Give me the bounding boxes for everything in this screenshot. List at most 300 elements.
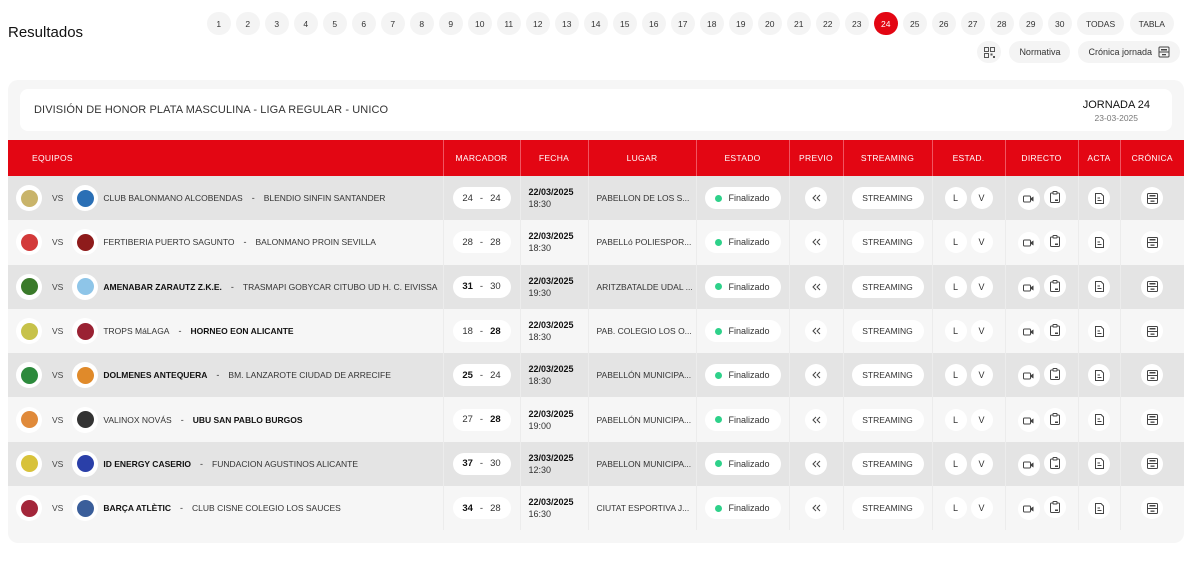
date-cell — [520, 442, 588, 486]
home-team-name[interactable]: TROPS MáLAGA — [103, 326, 170, 337]
match-date: 23/03/2025 — [528, 452, 574, 463]
table-row[interactable] — [8, 309, 1184, 353]
clipboard-log-icon[interactable] — [1044, 275, 1066, 297]
stats-cell — [932, 309, 1005, 353]
stats-cell — [932, 486, 1005, 530]
cronica-cell — [1120, 176, 1184, 220]
stats-cell — [932, 353, 1005, 397]
clipboard-log-icon[interactable] — [1044, 363, 1066, 385]
date-cell — [520, 397, 588, 441]
directo-cell — [1005, 265, 1078, 309]
column-header: ESTADO — [696, 140, 789, 176]
stats-local-button[interactable]: L — [945, 364, 967, 386]
status-label: Finalizado — [728, 503, 770, 514]
previo-cell — [789, 309, 843, 353]
stats-visitor-button[interactable]: V — [971, 453, 993, 475]
stats-cell — [932, 442, 1005, 486]
venue-cell: ARITZBATALDE UDAL ... — [588, 265, 696, 309]
column-header: LUGAR — [588, 140, 696, 176]
acta-cell — [1078, 353, 1120, 397]
score-pill: 18 - 28 — [453, 320, 511, 342]
streaming-button[interactable]: STREAMING — [852, 231, 924, 253]
chronicle-icon[interactable] — [1141, 453, 1163, 475]
jornada-button-26[interactable]: 26 — [932, 12, 956, 35]
jornada-date: 23-03-2025 — [1094, 113, 1138, 123]
cronica-cell — [1120, 442, 1184, 486]
status-label: Finalizado — [728, 193, 770, 204]
venue-cell: PABELLON DE LOS S... — [588, 176, 696, 220]
team-separator: - — [251, 193, 255, 204]
column-header: EQUIPOS — [8, 140, 443, 176]
status-badge — [705, 231, 781, 253]
teams-cell — [8, 442, 443, 486]
status-badge — [705, 409, 781, 431]
table-row[interactable] — [8, 442, 1184, 486]
cronica-cell — [1120, 486, 1184, 530]
venue-cell: PAB. COLEGIO LOS O... — [588, 309, 696, 353]
streaming-button[interactable]: STREAMING — [852, 497, 924, 519]
away-team-name[interactable]: FUNDACION AGUSTINOS ALICANTE — [212, 458, 358, 469]
score-cell — [443, 265, 520, 309]
todas-button[interactable]: TODAS — [1077, 12, 1124, 35]
document-icon[interactable] — [1088, 364, 1110, 386]
match-time: 18:30 — [528, 243, 552, 254]
video-camera-icon[interactable] — [1018, 277, 1040, 299]
home-team-name[interactable]: CLUB BALONMANO ALCOBENDAS — [103, 193, 243, 204]
jornada-button-20[interactable]: 20 — [758, 12, 782, 35]
away-score: 30 — [490, 458, 501, 470]
previo-cell — [789, 220, 843, 264]
status-label: Finalizado — [728, 237, 770, 248]
vs-label: VS — [52, 458, 64, 469]
streaming-cell — [843, 220, 932, 264]
jornada-button-28[interactable]: 28 — [990, 12, 1014, 35]
home-team-logo — [16, 229, 42, 255]
away-team-name[interactable]: TRASMAPI GOBYCAR CITUBO UD H. C. EIVISSA — [242, 281, 438, 292]
directo-cell — [1005, 220, 1078, 264]
table-header-row — [8, 140, 1184, 176]
team-separator: - — [180, 503, 184, 514]
stats-cell — [932, 265, 1005, 309]
table-row[interactable] — [8, 176, 1184, 220]
status-label: Finalizado — [728, 326, 770, 337]
streaming-button[interactable]: STREAMING — [852, 453, 924, 475]
streaming-cell — [843, 176, 932, 220]
home-team-name[interactable]: BARÇA ATLÈTIC — [103, 503, 172, 514]
previo-icon[interactable] — [805, 231, 827, 253]
stats-local-button[interactable]: L — [945, 497, 967, 519]
jornada-button-5[interactable]: 5 — [323, 12, 347, 35]
away-score: 24 — [490, 192, 501, 204]
jornada-button-3[interactable]: 3 — [265, 12, 289, 35]
jornada-button-10[interactable]: 10 — [468, 12, 492, 35]
jornada-selector — [207, 12, 1174, 35]
teams-cell — [8, 353, 443, 397]
status-dot-icon — [715, 372, 722, 379]
status-badge — [705, 497, 781, 519]
column-header: PREVIO — [789, 140, 843, 176]
stats-visitor-button[interactable]: V — [971, 320, 993, 342]
home-score: 25 — [462, 369, 473, 381]
jornada-button-15[interactable]: 15 — [613, 12, 637, 35]
jornada-button-7[interactable]: 7 — [381, 12, 405, 35]
vs-label: VS — [52, 370, 64, 381]
date-cell — [520, 265, 588, 309]
normativa-label: Normativa — [1019, 47, 1061, 57]
stats-local-button[interactable]: L — [945, 276, 967, 298]
away-score: 28 — [490, 325, 501, 337]
stats-local-button[interactable]: L — [945, 187, 967, 209]
home-team-logo — [16, 407, 42, 433]
directo-cell — [1005, 397, 1078, 441]
previo-icon[interactable] — [805, 409, 827, 431]
video-camera-icon[interactable] — [1018, 321, 1040, 343]
chronicle-icon[interactable] — [1141, 497, 1163, 519]
chronicle-icon[interactable] — [1141, 187, 1163, 209]
teams-cell — [8, 486, 443, 530]
directo-cell — [1005, 309, 1078, 353]
match-date: 22/03/2025 — [528, 497, 574, 508]
jornada-button-25[interactable]: 25 — [903, 12, 927, 35]
team-separator: - — [180, 414, 184, 425]
vs-label: VS — [52, 193, 64, 204]
document-icon[interactable] — [1088, 320, 1110, 342]
cronica-cell — [1120, 397, 1184, 441]
home-team-logo — [16, 451, 42, 477]
match-date: 22/03/2025 — [528, 231, 574, 242]
away-team-name[interactable]: BLENDIO SINFIN SANTANDER — [263, 193, 386, 204]
acta-cell — [1078, 486, 1120, 530]
status-dot-icon — [715, 195, 722, 202]
jornada-button-6[interactable]: 6 — [352, 12, 376, 35]
status-cell — [696, 176, 789, 220]
stats-local-button[interactable]: L — [945, 231, 967, 253]
jornada-button-2[interactable]: 2 — [236, 12, 260, 35]
away-team-logo — [72, 229, 98, 255]
status-cell — [696, 442, 789, 486]
acta-cell — [1078, 220, 1120, 264]
home-score: 37 — [462, 458, 473, 470]
vs-label: VS — [52, 503, 64, 514]
clipboard-log-icon[interactable] — [1044, 230, 1066, 252]
document-icon[interactable] — [1088, 409, 1110, 431]
streaming-button[interactable]: STREAMING — [852, 364, 924, 386]
home-team-logo — [16, 185, 42, 211]
status-cell — [696, 486, 789, 530]
streaming-cell — [843, 442, 932, 486]
clipboard-log-icon[interactable] — [1044, 319, 1066, 341]
document-icon[interactable] — [1088, 276, 1110, 298]
teams-cell — [8, 220, 443, 264]
teams-cell — [8, 176, 443, 220]
streaming-cell — [843, 265, 932, 309]
away-score: 28 — [490, 236, 501, 248]
home-score: 28 — [462, 236, 473, 248]
jornada-button-17[interactable]: 17 — [671, 12, 695, 35]
score-cell — [443, 486, 520, 530]
team-separator: - — [230, 281, 234, 292]
document-icon[interactable] — [1088, 187, 1110, 209]
toolbar — [977, 41, 1180, 63]
score-pill: 28 - 28 — [453, 231, 511, 253]
jornada-button-27[interactable]: 27 — [961, 12, 985, 35]
home-team-logo — [16, 318, 42, 344]
chronicle-icon[interactable] — [1141, 276, 1163, 298]
chronicle-icon[interactable] — [1141, 231, 1163, 253]
video-camera-icon[interactable] — [1018, 188, 1040, 210]
stats-cell — [932, 220, 1005, 264]
clipboard-log-icon[interactable] — [1044, 496, 1066, 518]
jornada-button-21[interactable]: 21 — [787, 12, 811, 35]
previo-cell — [789, 176, 843, 220]
directo-cell — [1005, 176, 1078, 220]
score-cell — [443, 309, 520, 353]
document-icon[interactable] — [1088, 453, 1110, 475]
page-title: Resultados — [8, 24, 84, 41]
video-camera-icon[interactable] — [1018, 232, 1040, 254]
away-team-name[interactable]: CLUB CISNE COLEGIO LOS SAUCES — [192, 503, 341, 514]
previo-cell — [789, 486, 843, 530]
jornada-number: JORNADA 24 — [1082, 99, 1150, 111]
table-row[interactable] — [8, 220, 1184, 264]
venue-cell: PABELLó POLIESPOR... — [588, 220, 696, 264]
jornada-button-19[interactable]: 19 — [729, 12, 753, 35]
jornada-button-24[interactable]: 24 — [874, 12, 898, 35]
cronica-cell — [1120, 353, 1184, 397]
column-header: STREAMING — [843, 140, 932, 176]
stats-cell — [932, 397, 1005, 441]
home-team-logo — [16, 362, 42, 388]
previo-icon[interactable] — [805, 276, 827, 298]
jornada-button-16[interactable]: 16 — [642, 12, 666, 35]
home-score: 31 — [462, 281, 473, 293]
jornada-button-18[interactable]: 18 — [700, 12, 724, 35]
jornada-button-30[interactable]: 30 — [1048, 12, 1072, 35]
home-team-name[interactable]: FERTIBERIA PUERTO SAGUNTO — [103, 237, 235, 248]
vs-label: VS — [52, 326, 64, 337]
jornada-button-13[interactable]: 13 — [555, 12, 579, 35]
previo-icon[interactable] — [805, 453, 827, 475]
tabla-button[interactable]: TABLA — [1130, 12, 1174, 35]
streaming-button[interactable]: STREAMING — [852, 276, 924, 298]
home-team-logo — [16, 495, 42, 521]
clipboard-log-icon[interactable] — [1044, 408, 1066, 430]
chronicle-icon[interactable] — [1141, 320, 1163, 342]
score-pill: 37 - 30 — [453, 453, 511, 475]
score-pill: 27 - 28 — [453, 409, 511, 431]
status-label: Finalizado — [728, 414, 770, 425]
jornada-button-29[interactable]: 29 — [1019, 12, 1043, 35]
jornada-button-22[interactable]: 22 — [816, 12, 840, 35]
stats-visitor-button[interactable]: V — [971, 364, 993, 386]
score-cell — [443, 176, 520, 220]
jornada-button-14[interactable]: 14 — [584, 12, 608, 35]
jornada-button-23[interactable]: 23 — [845, 12, 869, 35]
jornada-button-11[interactable]: 11 — [497, 12, 521, 35]
venue-cell: PABELLON MUNICIPA... — [588, 442, 696, 486]
away-team-logo — [72, 185, 98, 211]
column-header: MARCADOR — [443, 140, 520, 176]
directo-cell — [1005, 353, 1078, 397]
acta-cell — [1078, 442, 1120, 486]
away-team-logo — [72, 318, 98, 344]
away-score: 28 — [490, 414, 501, 426]
stats-visitor-button[interactable]: V — [971, 231, 993, 253]
streaming-button[interactable]: STREAMING — [852, 320, 924, 342]
status-cell — [696, 265, 789, 309]
acta-cell — [1078, 397, 1120, 441]
acta-cell — [1078, 265, 1120, 309]
date-cell — [520, 176, 588, 220]
table-row[interactable] — [8, 265, 1184, 309]
stats-local-button[interactable]: L — [945, 409, 967, 431]
table-row[interactable] — [8, 397, 1184, 441]
match-date: 22/03/2025 — [528, 320, 574, 331]
chronicle-icon — [1158, 46, 1170, 58]
date-cell — [520, 486, 588, 530]
home-team-name[interactable]: ID ENERGY CASERIO — [103, 458, 192, 469]
home-team-name[interactable]: DOLMENES ANTEQUERA — [103, 370, 208, 381]
competition-header — [20, 89, 1172, 131]
home-team-name[interactable]: AMENABAR ZARAUTZ Z.K.E. — [103, 281, 222, 292]
match-time: 18:30 — [528, 332, 552, 343]
streaming-button[interactable]: STREAMING — [852, 409, 924, 431]
score-pill: 34 - 28 — [453, 497, 511, 519]
stats-local-button[interactable]: L — [945, 320, 967, 342]
jornada-button-9[interactable]: 9 — [439, 12, 463, 35]
previo-icon[interactable] — [805, 497, 827, 519]
directo-cell — [1005, 442, 1078, 486]
vs-label: VS — [52, 281, 64, 292]
stats-visitor-button[interactable]: V — [971, 497, 993, 519]
chronicle-icon[interactable] — [1141, 364, 1163, 386]
status-label: Finalizado — [728, 370, 770, 381]
video-camera-icon[interactable] — [1018, 498, 1040, 520]
score-cell — [443, 353, 520, 397]
score-cell — [443, 220, 520, 264]
match-time: 19:00 — [528, 420, 552, 431]
date-cell — [520, 220, 588, 264]
match-time: 18:30 — [528, 376, 552, 387]
stats-visitor-button[interactable]: V — [971, 276, 993, 298]
team-separator: - — [178, 326, 182, 337]
column-header: ESTAD. — [932, 140, 1005, 176]
clipboard-log-icon[interactable] — [1044, 186, 1066, 208]
clipboard-log-icon[interactable] — [1044, 452, 1066, 474]
document-icon[interactable] — [1088, 231, 1110, 253]
match-time: 16:30 — [528, 509, 552, 520]
status-label: Finalizado — [728, 458, 770, 469]
previo-icon[interactable] — [805, 187, 827, 209]
previo-cell — [789, 265, 843, 309]
jornada-button-12[interactable]: 12 — [526, 12, 550, 35]
away-team-logo — [72, 451, 98, 477]
away-team-name[interactable]: BM. LANZAROTE CIUDAD DE ARRECIFE — [228, 370, 391, 381]
away-team-logo — [72, 274, 98, 300]
acta-cell — [1078, 309, 1120, 353]
status-badge — [705, 453, 781, 475]
status-cell — [696, 220, 789, 264]
previo-cell — [789, 442, 843, 486]
teams-cell — [8, 397, 443, 441]
stats-cell — [932, 176, 1005, 220]
stats-local-button[interactable]: L — [945, 453, 967, 475]
chronicle-icon[interactable] — [1141, 409, 1163, 431]
match-time: 18:30 — [528, 199, 552, 210]
document-icon[interactable] — [1088, 497, 1110, 519]
previo-icon[interactable] — [805, 320, 827, 342]
stats-visitor-button[interactable]: V — [971, 409, 993, 431]
status-dot-icon — [715, 328, 722, 335]
cronica-jornada-button[interactable] — [1078, 41, 1180, 63]
directo-cell — [1005, 486, 1078, 530]
cronica-cell — [1120, 220, 1184, 264]
status-dot-icon — [715, 460, 722, 467]
away-score: 28 — [490, 502, 501, 514]
streaming-button[interactable]: STREAMING — [852, 187, 924, 209]
status-cell — [696, 309, 789, 353]
vs-label: VS — [52, 414, 64, 425]
normativa-button[interactable] — [1009, 41, 1070, 63]
match-time: 19:30 — [528, 287, 552, 298]
jornada-button-4[interactable]: 4 — [294, 12, 318, 35]
table-row[interactable] — [8, 353, 1184, 397]
home-score: 24 — [462, 192, 473, 204]
cronica-jornada-label: Crónica jornada — [1088, 47, 1152, 57]
table-row[interactable] — [8, 486, 1184, 530]
video-camera-icon[interactable] — [1018, 365, 1040, 387]
cronica-cell — [1120, 265, 1184, 309]
venue-cell: PABELLÓN MUNICIPA... — [588, 397, 696, 441]
status-dot-icon — [715, 505, 722, 512]
column-header: ACTA — [1078, 140, 1120, 176]
away-team-logo — [72, 362, 98, 388]
away-team-name[interactable]: BALONMANO PROIN SEVILLA — [255, 237, 376, 248]
acta-cell — [1078, 176, 1120, 220]
status-cell — [696, 397, 789, 441]
results-panel — [8, 80, 1184, 543]
stats-visitor-button[interactable]: V — [971, 187, 993, 209]
away-team-logo — [72, 495, 98, 521]
away-team-name[interactable]: HORNEO EON ALICANTE — [190, 326, 294, 337]
status-cell — [696, 353, 789, 397]
match-date: 22/03/2025 — [528, 408, 574, 419]
jornada-button-1[interactable]: 1 — [207, 12, 231, 35]
venue-cell: CIUTAT ESPORTIVA J... — [588, 486, 696, 530]
results-table — [8, 140, 1184, 530]
match-date: 22/03/2025 — [528, 187, 574, 198]
streaming-cell — [843, 397, 932, 441]
team-separator: - — [216, 370, 220, 381]
previo-icon[interactable] — [805, 364, 827, 386]
away-team-name[interactable]: UBU SAN PABLO BURGOS — [192, 414, 303, 425]
jornada-button-8[interactable]: 8 — [410, 12, 434, 35]
streaming-cell — [843, 309, 932, 353]
qr-code-icon[interactable] — [977, 41, 1001, 63]
previo-cell — [789, 397, 843, 441]
status-badge — [705, 364, 781, 386]
competition-title: DIVISIÓN DE HONOR PLATA MASCULINA - LIGA REGULAR - UNICO — [34, 104, 389, 116]
video-camera-icon[interactable] — [1018, 454, 1040, 476]
column-header: CRÓNICA — [1120, 140, 1184, 176]
video-camera-icon[interactable] — [1018, 410, 1040, 432]
home-team-logo — [16, 274, 42, 300]
home-team-name[interactable]: VALINOX NOVÁS — [103, 414, 172, 425]
away-score: 24 — [490, 369, 501, 381]
team-separator: - — [200, 458, 204, 469]
venue-cell: PABELLÓN MUNICIPA... — [588, 353, 696, 397]
date-cell — [520, 353, 588, 397]
